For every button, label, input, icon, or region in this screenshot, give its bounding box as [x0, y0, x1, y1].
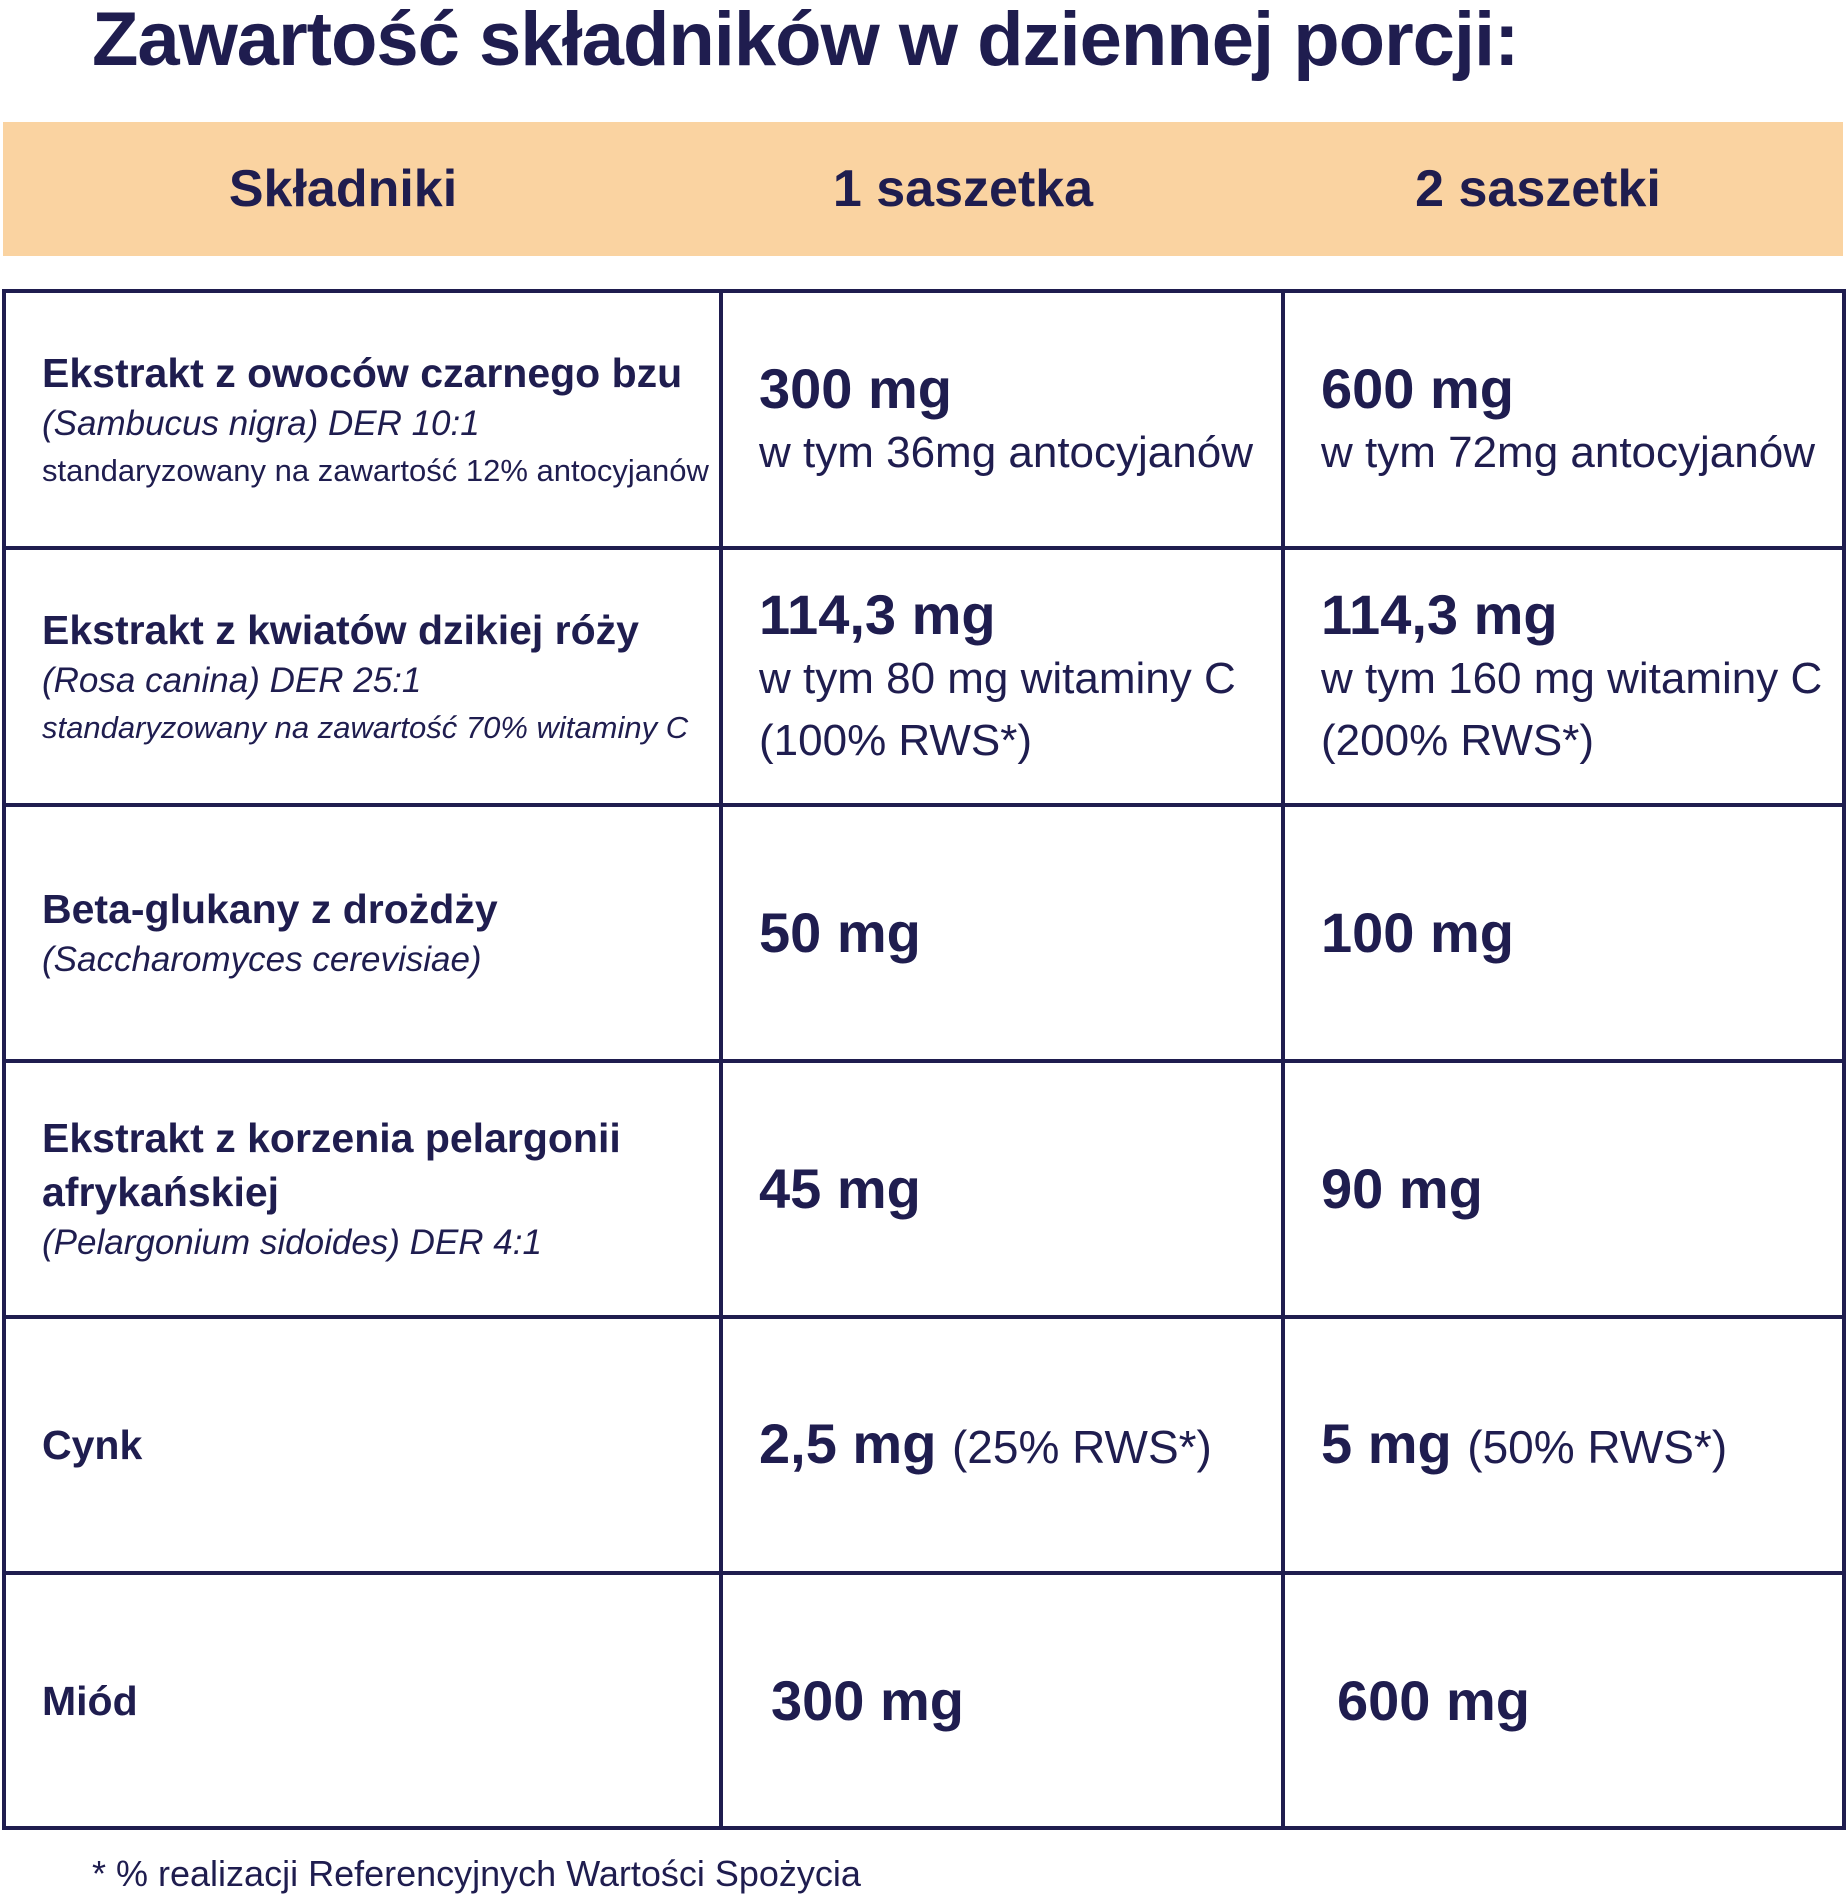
amount: 90 mg [1321, 1157, 1483, 1220]
amount-detail: w tym 36mg antocyjanów [759, 427, 1253, 477]
ingredient-cell [4, 291, 721, 548]
ingredient-cell [4, 805, 721, 1061]
ingredient-name: Ekstrakt z korzenia pelargonii [42, 1115, 621, 1161]
ingredient-name: Cynk [42, 1422, 143, 1468]
ingredient-cell [4, 1317, 721, 1573]
one-sachet-cell [721, 805, 1283, 1061]
ingredient-cell [4, 1061, 721, 1317]
amount-detail: w tym 72mg antocyjanów [1321, 427, 1815, 477]
two-sachets-cell [1283, 548, 1844, 805]
table-row [4, 1061, 1844, 1317]
amount: 114,3 mg [1321, 582, 1558, 646]
header-one-sachet: 1 saszetka [832, 160, 1094, 218]
ingredient-standard: standaryzowany na zawartość 70% witaminy C [42, 709, 689, 745]
table-row [4, 805, 1844, 1061]
ingredient-cell [4, 1573, 721, 1828]
amount-line [759, 1411, 1281, 1480]
two-sachets-cell [1283, 1061, 1844, 1317]
amount: 300 mg [759, 356, 952, 420]
amount-detail: w tym 80 mg witaminy C [759, 653, 1236, 703]
amount: 600 mg [1321, 356, 1514, 420]
amount-line [1321, 1411, 1842, 1480]
ingredient-name: Ekstrakt z kwiatów dzikiej róży [42, 606, 639, 653]
ingredient-name: Miód [42, 1677, 138, 1724]
one-sachet-cell [721, 1061, 1283, 1317]
two-sachets-cell [1283, 1317, 1844, 1573]
one-sachet-cell [721, 291, 1283, 548]
header-ingredients: Składniki [228, 160, 458, 218]
amount-detail: w tym 160 mg witaminy C [1321, 653, 1823, 703]
ingredient-latin: (Rosa canina) DER 25:1 [42, 660, 422, 700]
header-two-sachets: 2 saszetki [1415, 160, 1661, 218]
ingredient-name-cont: afrykańskiej [42, 1169, 280, 1215]
amount-rws: (100% RWS*) [759, 715, 1033, 765]
one-sachet-cell [721, 1573, 1283, 1828]
two-sachets-cell [1283, 805, 1844, 1061]
page-title: Zawartość składników w dziennej porcji: [92, 0, 1519, 82]
amount: 100 mg [1321, 901, 1514, 964]
ingredients-table [2, 289, 1846, 1830]
table-row [4, 1317, 1844, 1573]
table-header [3, 122, 1843, 256]
amount: 5 mg [1321, 1411, 1452, 1475]
amount-rws: (200% RWS*) [1321, 715, 1595, 765]
amount-rws: (25% RWS*) [951, 1420, 1212, 1473]
two-sachets-cell [1283, 1573, 1844, 1828]
amount-rws: (50% RWS*) [1467, 1420, 1728, 1473]
amount: 45 mg [759, 1157, 921, 1220]
amount: 114,3 mg [759, 582, 996, 646]
ingredient-latin: (Pelargonium sidoides) DER 4:1 [42, 1223, 542, 1262]
table-row [4, 548, 1844, 805]
one-sachet-cell [721, 548, 1283, 805]
ingredient-latin: (Sambucus nigra) DER 10:1 [42, 403, 480, 443]
two-sachets-cell [1283, 291, 1844, 548]
amount: 50 mg [759, 901, 921, 964]
ingredient-cell [4, 548, 721, 805]
table-row [4, 1573, 1844, 1828]
amount: 600 mg [1337, 1668, 1530, 1732]
ingredient-latin: (Saccharomyces cerevisiae) [42, 940, 482, 979]
ingredient-name: Ekstrakt z owoców czarnego bzu [42, 349, 683, 396]
footnote: * % realizacji Referencyjnych Wartości Spożycia [92, 1853, 861, 1894]
amount: 300 mg [771, 1668, 964, 1732]
one-sachet-cell [721, 1317, 1283, 1573]
table-row [4, 291, 1844, 548]
ingredient-name: Beta-glukany z drożdży [42, 886, 498, 932]
ingredient-standard: standaryzowany na zawartość 12% antocyjanów [42, 452, 709, 488]
amount: 2,5 mg [759, 1411, 937, 1475]
